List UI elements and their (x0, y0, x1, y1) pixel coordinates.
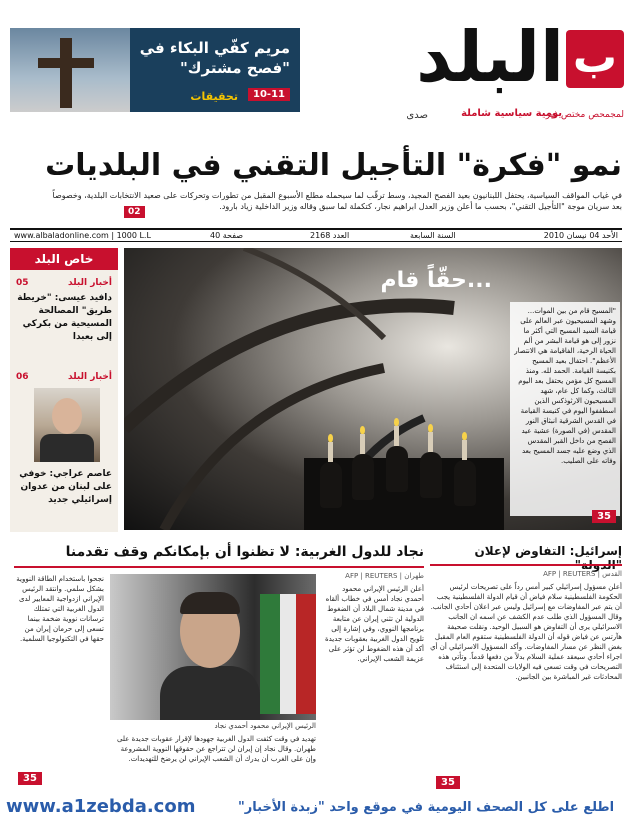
sada-label: صدى (406, 110, 428, 121)
nejad-body-column: تهديد في وقت كثفت الدول الغربية جهودها لإقرار عقوبات جديدة على طهران. وقال نجاد إن إيران لن تتراجع عن حقوقها النووية المشروعة وإن على الغرب أن يدرك أن الشعب الإيراني لن يرضخ للتهديدات. (117, 735, 316, 763)
nejad-credit: طهران | AFP | REUTERS (345, 572, 424, 580)
tagline: يومية سياسية شاملة (461, 108, 562, 119)
nejad-page-number: 35 (18, 772, 42, 785)
logo[interactable] (374, 16, 624, 124)
flame-icon (394, 418, 399, 426)
divider (430, 564, 622, 566)
main-page-number: 02 (124, 206, 145, 218)
cross-bar (38, 58, 94, 68)
promo-pages: 10-11 (248, 88, 290, 101)
promo-photo (10, 28, 130, 112)
israel-headline: إسرائيل: التفاوض لإعلان (474, 544, 622, 558)
nejad-article[interactable] (14, 544, 424, 820)
sidebar-item-1[interactable] (16, 278, 112, 344)
nejad-body-column: نجحوا باستخدام الطاقة النووية بشكل سلمي. وانتقد الرئيس الإيراني ازدواجية المعايير لدى الدول الغربية التي تمتلك ترسانات نووية ضخمة بينما تسعى إلى حرمان إيران من حقها في التكنولوجيا السلمية. (16, 575, 104, 643)
portrait-hair (180, 592, 240, 614)
main-summary: في غياب المواقف السياسية، يحتفل اللبنانيون بعيد الفصح المجيد، وسط ترقّب لما سيحمله مطلع الأسبوع المقبل من تطورات وتحركات على صعيد الانتخابات البلدية، وخصوصاً بعد سريان موجة "التأجيل التقني"، بحسب ما أعلن وزير العدل ابراهيم نجار، كتكملة لما سبق وقاله وزير الداخلية زياد بارود. (52, 191, 622, 211)
nejad-headline: نجاد للدول الغربية: لا تظنوا أن بإمكانكم وقف تقدمنا (65, 544, 424, 560)
sidebar-kicker: أخبار البلد (68, 278, 112, 288)
price: 1000 L.L (116, 231, 151, 240)
flame-icon (328, 434, 333, 442)
divider (14, 566, 424, 568)
hand-silhouette (454, 460, 476, 506)
issue-date: الأحد 04 نيسان 2010 (543, 231, 618, 240)
nejad-photo (110, 574, 316, 720)
website[interactable]: www.albaladonline.com | 1000 L.L (14, 231, 151, 240)
flame-icon (462, 432, 467, 440)
promo-section: تحقيقات (190, 90, 238, 103)
main-headline[interactable]: نمو "فكرة" التأجيل التقني في البلديات (45, 148, 622, 183)
nejad-body-column: أعلن الرئيس الإيراني محمود أحمدي نجاد أمس في خطاب ألقاه في مدينة شمال البلاد أن الضغوط الدولية لن تثني إيران عن متابعة برنامجها النووي، وفي إشارة إلى تلويح الدول الغربية بعقوبات جديدة أكد أن هذه الضغوط لن تؤثر على عزيمة الشعب الإيراني. (324, 585, 424, 663)
candle-icon (394, 426, 399, 446)
promo-title: مريم كفّي البكاء في "فصح مشترك" (139, 39, 290, 77)
candle-icon (428, 432, 433, 452)
israel-credit: القدس | AFP | REUTERS (543, 570, 622, 578)
flame-icon (360, 426, 365, 434)
sidebar-item-2-header (16, 372, 112, 382)
israel-page-number: 35 (436, 776, 460, 789)
portrait-photo (34, 388, 100, 462)
israel-article[interactable] (430, 544, 622, 820)
sidebar-page: 06 (16, 372, 29, 382)
sidebar (10, 248, 118, 532)
footer-slogan: اطلع على كل الصحف اليومية في موقع واحد "زبدة الأخبار" (238, 800, 615, 815)
page-count: 40 صفحة (210, 231, 244, 240)
promo-box[interactable] (10, 28, 300, 112)
logo-mark: ب (566, 30, 624, 88)
sidebar-page: 05 (16, 278, 29, 288)
portrait-suit (160, 666, 260, 720)
watermark-link[interactable]: www.a1zebda.com (6, 796, 196, 817)
portrait-suit (40, 434, 94, 462)
sidebar-header: خاص البلد (10, 248, 118, 270)
hand-silhouette (386, 446, 408, 492)
cross-icon (60, 38, 72, 108)
sidebar-title: دافيد عيسى: "خريطة طريق" المصالحة المسيحية من بكركي إلى بعبدا (17, 293, 112, 342)
issue-number: العدد 2168 (310, 231, 350, 240)
logo-text: البلد (416, 16, 564, 98)
hand-silhouette (320, 462, 342, 508)
feature-page-number: 35 (592, 510, 616, 523)
year-label: السنة السابعة (410, 231, 456, 240)
portrait-face (52, 398, 82, 434)
feature-caption: "المسيح قام من بين الموات... وشهد المسيحيون عبر العالم على قيامة السيد المسيح التي أكثر ما نزور إلى هو قيامة البشر من ألم الحياة الرخية، الفاقيامة هي الانتصار الأعظم". احتفال بعيد المسيح بكنيسة القيامة. الحمد لله. ومنذ المسيح كل مؤمن يحتفل بعد اليوم الثالث، وكما كل عام، شهد المسيحيون الارثوذكس الذين اسطففوا اليوم في كنيسة القيامة في القدس الشرقية انبثاق النور المقدس (في الصورة) عشية عيد الفصح من داخل القبر المقدس الذي وضع عليه جسد المسيح بعد وفاته على الصليب. (510, 302, 620, 516)
sidebar-kicker: أخبار البلد (68, 372, 112, 382)
website-url: www.albaladonline.com (14, 231, 109, 240)
candle-icon (360, 434, 365, 454)
flame-icon (428, 424, 433, 432)
israel-body: أعلن مسؤول إسرائيلي كبير أمس رداً على تصريحات لرئيس الحكومة الفلسطينية سلام فياض أن قيام الدولة الفلسطينية يجب أن يتم عبر المفاوضات مع إسرائيل وليس عبر اعلان أحادي الجانب. وقال المسؤول الذي طلب عدم الكشف عن اسمه ان الجانب الاسرائيلي يرى أن التفاوض هو السبيل الوحيد. ونقلت صحيفة هآرتس عن فياض قوله أن الدولة الفلسطينية ستقوم العام المقبل بغض النظر عن مسار المفاوضات. وأكد المسؤول الاسرائيلي أن أي اجراء أحادي سيعقد عملية السلام بدلاً من دفعها قدماً. وتأتي هذه التصريحات في وقت تسعى فيه الولايات المتحدة إلى استئناف المحادثات غير المباشرة بين الجانبين. (430, 583, 622, 681)
owner-line: لمجمحص مختص غير (545, 110, 624, 120)
hand-silhouette (420, 452, 442, 498)
masthead (0, 0, 632, 142)
candle-icon (462, 440, 467, 460)
dateline-bar (10, 228, 622, 242)
feature-title: حقّاً قام... (380, 268, 492, 293)
hand-silhouette (352, 454, 374, 500)
nejad-photo-caption: الرئيس الإيراني محمود أحمدي نجاد (214, 722, 316, 730)
flag-stripe (296, 594, 316, 714)
feature-photo[interactable] (124, 248, 622, 530)
sidebar-item-2[interactable]: عاصم عراجي: خوفي على لبنان من عدوان إسرائيلي جديد (19, 469, 112, 505)
candle-icon (328, 442, 333, 462)
